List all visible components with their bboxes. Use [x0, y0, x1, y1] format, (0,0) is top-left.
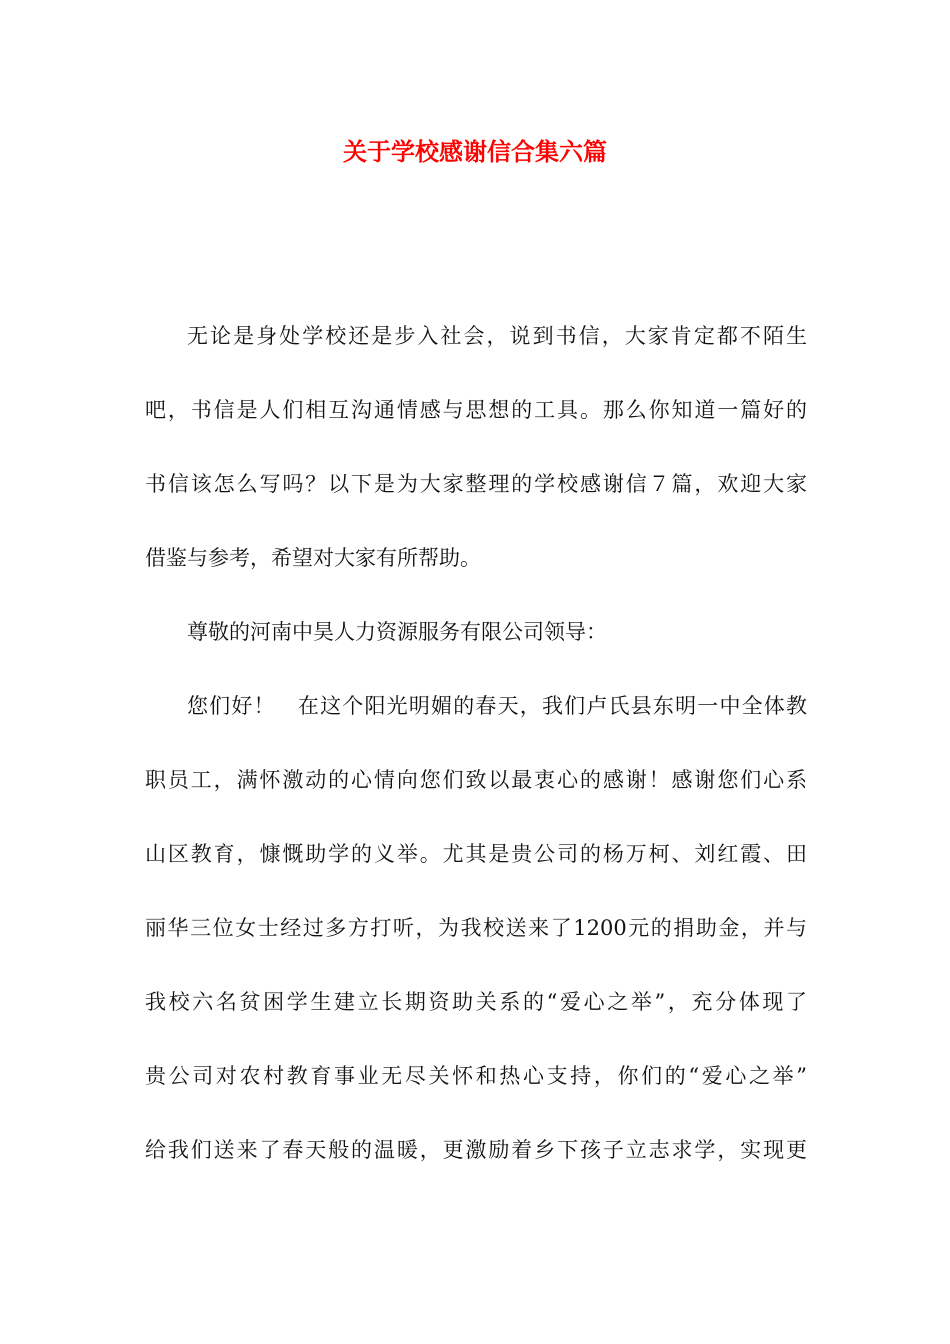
text-line: 无论是身处学校还是步入社会，说到书信，大家肯定都不陌生 [187, 324, 807, 348]
letter-body-paragraph [145, 688, 807, 1169]
text-line: 我校六名贫困学生建立长期资助关系的“爱心之举”，充分体现了 [145, 990, 807, 1014]
text-line: 职员工，满怀激动的心情向您们致以最衷心的感谢！感谢您们心系 [145, 768, 807, 792]
text-line: 贵公司对农村教育事业无尽关怀和热心支持，你们的“爱心之举” [145, 1064, 807, 1088]
salutation-paragraph [145, 614, 807, 651]
document-title: 关于学校感谢信合集六篇 [343, 137, 607, 166]
text-line: 丽华三位女士经过多方打听，为我校送来了1200元的捐助金，并与 [145, 916, 807, 940]
text-line: 书信该怎么写吗？以下是为大家整理的学校感谢信７篇，欢迎大家 [145, 472, 807, 496]
intro-paragraph [145, 318, 807, 577]
text-line: 借鉴与参考，希望对大家有所帮助。 [145, 546, 481, 570]
text-line: 给我们送来了春天般的温暖，更激励着乡下孩子立志求学，实现更 [145, 1138, 807, 1162]
text-line: 山区教育，慷慨助学的义举。尤其是贵公司的杨万柯、刘红霞、田 [145, 842, 807, 866]
text-line: 尊敬的河南中昊人力资源服务有限公司领导： [187, 620, 607, 644]
text-line: 吧，书信是人们相互沟通情感与思想的工具。那么你知道一篇好的 [145, 398, 807, 422]
document-body [145, 318, 807, 1206]
text-line: 您们好！ 在这个阳光明媚的春天，我们卢氏县东明一中全体教 [187, 694, 807, 718]
